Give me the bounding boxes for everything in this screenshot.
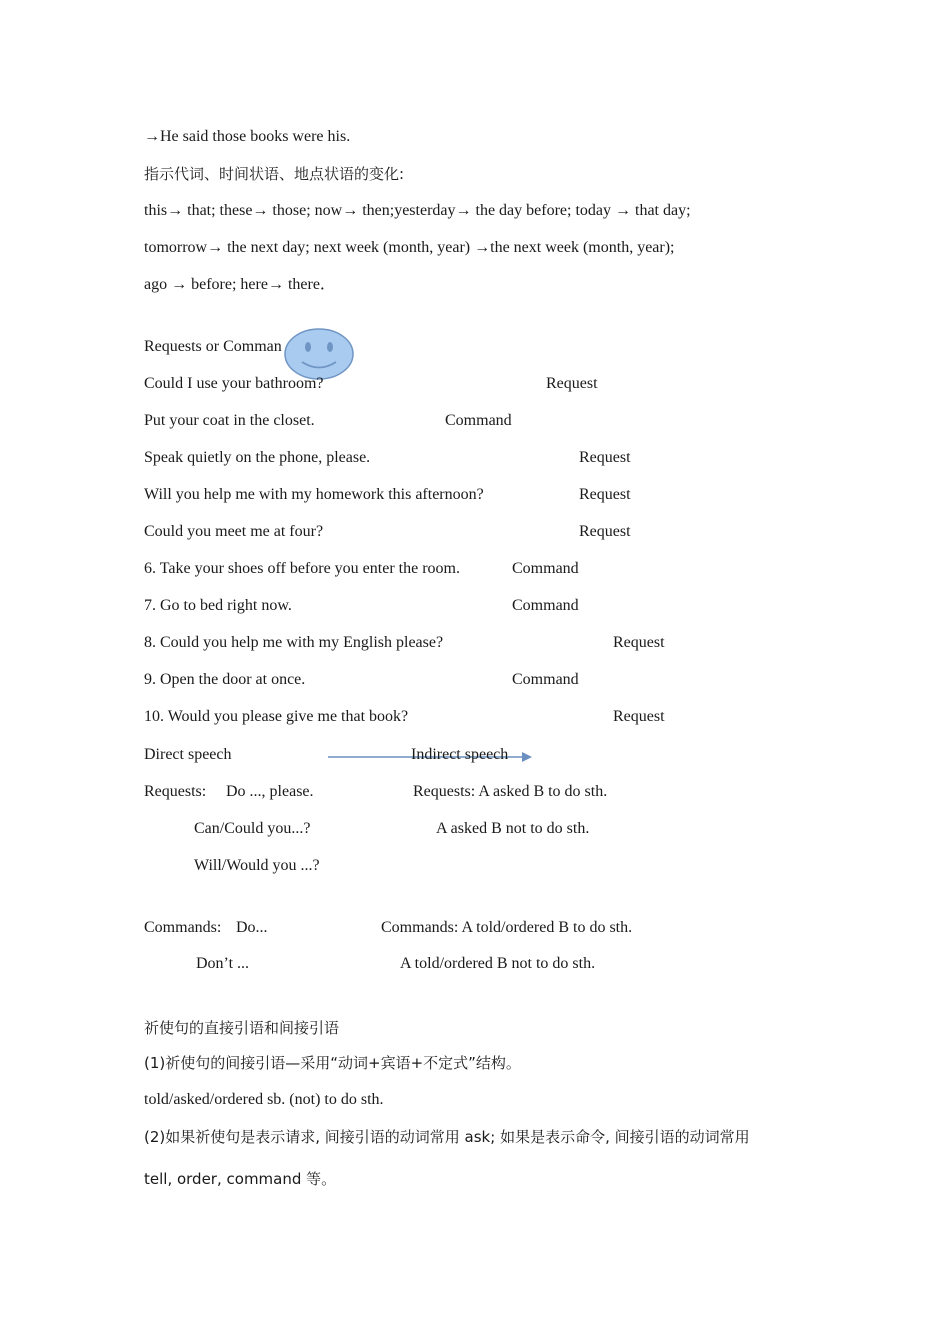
example-sentence: 6. Take your shoes off before you enter the room. [144, 560, 460, 577]
example-sentence: Could I use your bathroom? [144, 375, 324, 392]
change-rule-3: ago → before; here→ there． [144, 276, 336, 293]
request-direct-form: Can/Could you...? [194, 820, 311, 837]
note-title: 祈使句的直接引语和间接引语 [144, 1019, 340, 1037]
example-type: Command [445, 412, 512, 429]
direct-speech-label: Direct speech [144, 746, 232, 763]
example-sentence: Will you help me with my homework this afternoon? [144, 486, 484, 503]
change-rule-1: this→ that; these→ those; now→ then;yesterday→ the day before; today → that day; [144, 202, 691, 219]
example-type: Request [579, 486, 631, 503]
example-type: Request [579, 449, 631, 466]
example-type: Command [512, 560, 579, 577]
example-sentence: Could you meet me at four? [144, 523, 324, 540]
command-direct-form: Don’t ... [196, 955, 250, 972]
request-indirect-form: A asked B not to do sth. [436, 820, 590, 837]
example-sentence: 7. Go to bed right now. [144, 597, 292, 614]
example-sentence: 9. Open the door at once. [144, 671, 306, 688]
note-line: tell, order, command 等。 [144, 1170, 337, 1188]
command-direct-form: Do... [236, 919, 268, 936]
request-direct-form: Do ..., please. [226, 783, 314, 800]
indirect-speech-label: Indirect speech [411, 746, 509, 763]
example-sentence: 8. Could you help me with my English please? [144, 634, 444, 651]
example-type: Command [512, 671, 579, 688]
note-line: (2)如果祈使句是表示请求, 间接引语的动词常用 ask; 如果是表示命令, 间接引语的动词常用 [144, 1128, 750, 1146]
commands-label: Commands: [144, 919, 222, 936]
request-direct-form: Will/Would you ...? [194, 857, 320, 874]
requests-label: Requests: [144, 783, 207, 800]
reported-example: →He said those books were his. [144, 128, 351, 145]
example-sentence: 10. Would you please give me that book? [144, 708, 409, 725]
example-type: Request [579, 523, 631, 540]
note-line: told/asked/ordered sb. (not) to do sth. [144, 1091, 384, 1108]
command-indirect-form: A told/ordered B not to do sth. [400, 955, 596, 972]
note-line: (1)祈使句的间接引语—采用“动词+宾语+不定式”结构。 [144, 1054, 521, 1072]
smiley-icon [282, 327, 356, 381]
example-sentence: Speak quietly on the phone, please. [144, 449, 371, 466]
example-type: Request [613, 708, 665, 725]
section-title-changes: 指示代词、时间状语、地点状语的变化: [144, 165, 405, 183]
example-type: Request [546, 375, 598, 392]
requests-commands-heading: Requests or Comman [144, 338, 282, 355]
request-indirect-form: Requests: A asked B to do sth. [413, 783, 608, 800]
change-rule-2: tomorrow→ the next day; next week (month, year) →the next week (month, year); [144, 239, 675, 256]
example-sentence: Put your coat in the closet. [144, 412, 315, 429]
example-type: Request [613, 634, 665, 651]
command-indirect-form: Commands: A told/ordered B to do sth. [381, 919, 633, 936]
example-type: Command [512, 597, 579, 614]
